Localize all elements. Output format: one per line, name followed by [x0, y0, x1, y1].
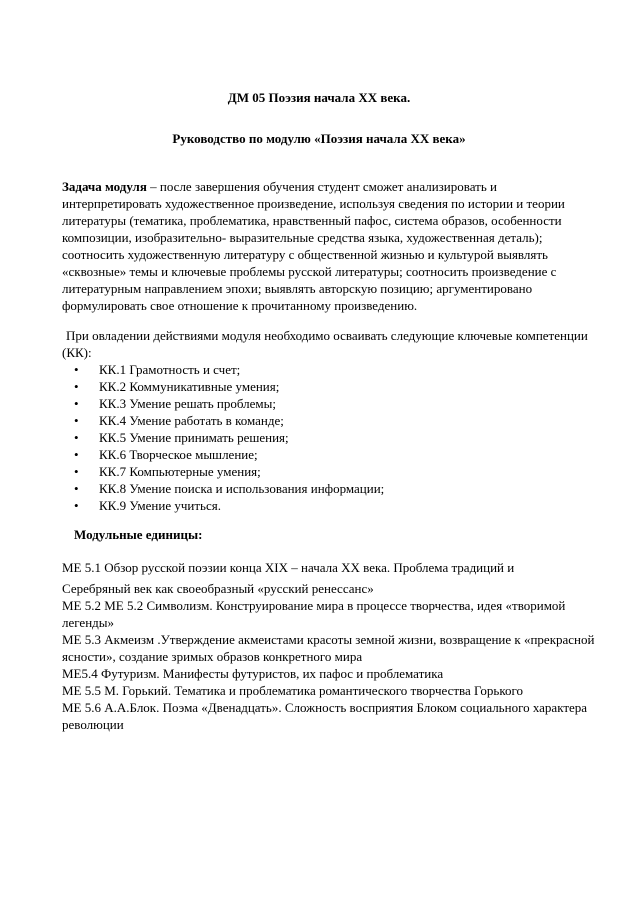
- bullet-icon: •: [74, 430, 79, 445]
- module-line: Серебряный век как своеобразный «русский ренессанс»: [62, 581, 374, 596]
- document-body: [62, 178, 596, 733]
- bullet-icon: •: [74, 379, 79, 394]
- document-title: ДМ 05 Поэзия начала ХХ века.: [227, 90, 411, 105]
- bullet-icon: •: [74, 498, 79, 513]
- competency-label: КК.7 Компьютерные умения;: [99, 464, 261, 479]
- competency-label: КК.6 Творческое мышление;: [99, 447, 258, 462]
- list-item: [74, 446, 596, 463]
- module-guide-subtitle: Руководство по модулю «Поэзия начала ХХ века»: [172, 131, 466, 146]
- bullet-icon: •: [74, 362, 79, 377]
- list-item: [74, 361, 596, 378]
- competency-label: КК.4 Умение работать в команде;: [99, 413, 284, 428]
- bullet-icon: •: [74, 481, 79, 496]
- competencies-intro: При овладении действиями модуля необходимо осваивать следующие ключевые компетенции (КК):: [62, 328, 588, 360]
- modules-list: [62, 559, 596, 733]
- task-text: – после завершения обучения студент сможет анализировать и интерпретировать художественное произведение, используя сведения по истории и теории литературы (тематика, проблематика, нравственный пафос, система образов, особенности композиции, изобразительно- выразительные средства языка, художественная деталь); соотносить художественную литературу с общественной жизнью и культурой выявлять «сквозные» темы и ключевые проблемы русской литературы; соотносить произведение с литературным направлением эпохи; выявлять авторскую позицию; аргументировано формулировать свое отношение к прочитанному произведению.: [62, 179, 565, 313]
- bullet-icon: •: [74, 413, 79, 428]
- competencies-list: [62, 361, 596, 514]
- competency-label: КК.1 Грамотность и счет;: [99, 362, 241, 377]
- module-line: МЕ 5.5 М. Горький. Тематика и проблематика романтического творчества Горького: [62, 683, 523, 698]
- module-line: МЕ 5.1 Обзор русской поэзии конца XIX – начала XX века. Проблема традиций и: [62, 560, 515, 575]
- competency-label: КК.9 Умение учиться.: [99, 498, 221, 513]
- list-item: [74, 497, 596, 514]
- bullet-icon: •: [74, 447, 79, 462]
- modules-heading: Модульные единицы:: [74, 527, 203, 542]
- list-item: [74, 412, 596, 429]
- list-item: [74, 429, 596, 446]
- list-item: [74, 463, 596, 480]
- task-label: Задача модуля: [62, 179, 147, 194]
- competency-label: КК.3 Умение решать проблемы;: [99, 396, 276, 411]
- competency-label: КК.8 Умение поиска и использования информации;: [99, 481, 385, 496]
- module-line: МЕ 5.3 Акмеизм .Утверждение акмеистами красоты земной жизни, возвращение к «прекрасной ясности», создание зримых образов конкретного мира: [62, 632, 595, 664]
- task-paragraph: [62, 178, 596, 314]
- list-item: [74, 395, 596, 412]
- competency-label: КК.2 Коммуникативные умения;: [99, 379, 280, 394]
- list-item: [74, 480, 596, 497]
- bullet-icon: •: [74, 396, 79, 411]
- bullet-icon: •: [74, 464, 79, 479]
- module-line: МЕ 5.2 МЕ 5.2 Символизм. Конструирование мира в процессе творчества, идея «творимой легенды»: [62, 598, 566, 630]
- list-item: [74, 378, 596, 395]
- module-line: МЕ 5.6 А.А.Блок. Поэма «Двенадцать». Сложность восприятия Блоком социального характера революции: [62, 700, 588, 732]
- competency-label: КК.5 Умение принимать решения;: [99, 430, 289, 445]
- module-line: МЕ5.4 Футуризм. Манифесты футуристов, их пафос и проблематика: [62, 666, 444, 681]
